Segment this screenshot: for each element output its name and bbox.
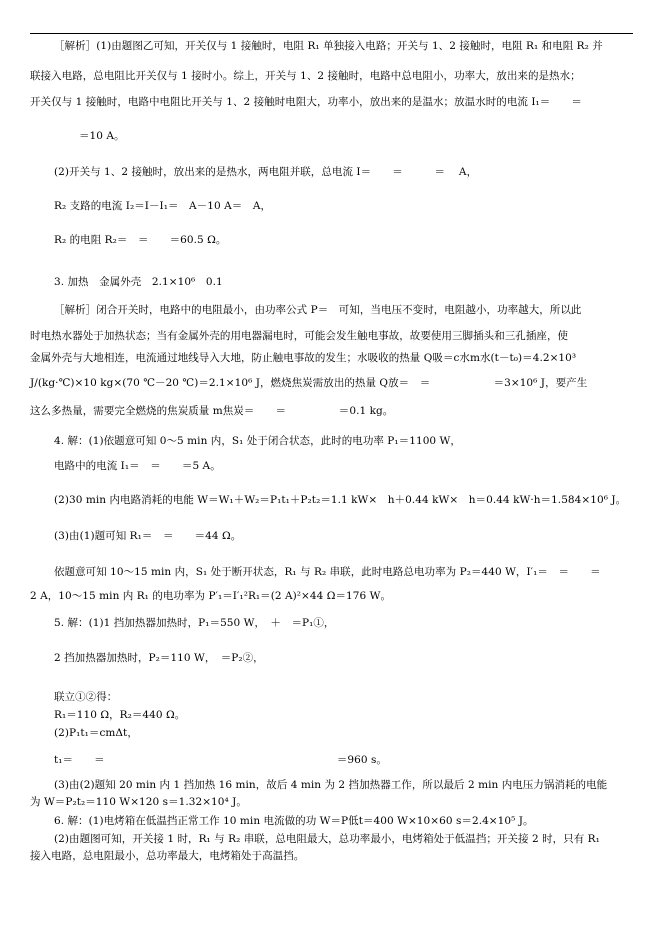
section-heading: 6. 解：(1)电烤箱在低温挡正常工作 10 min 电流做的功 W＝P低t＝400 W×10×60 s＝2.4×10⁵ J。 [54,815,534,827]
section-heading: 4. 解：(1)依题意可知 0～5 min 内，S₁ 处于闭合状态，此时的电功率 P₁＝1100 W， [54,435,461,447]
text-line: 金属外壳与大地相连，电流通过地线导入大地，防止触电事故的发生；水吸收的热量 Q吸＝c水m水(t－t₀)＝4.2×10³ [30,352,577,364]
text-line: 联立①②得： [54,691,118,703]
header-rule [30,33,633,34]
text-line: J/(kg·℃)×10 kg×(70 ℃－20 ℃)＝2.1×10⁶ J，燃烧焦炭需放出的热量 Q放＝ ＝ ＝3×10⁶ J，要产生 [30,377,588,389]
text-line: R₂ 支路的电流 I₂＝I－I₁＝ A－10 A＝ A， [54,200,271,212]
text-line: (3)由(2)题知 20 min 内 1 挡加热 16 min，故后 4 min 为 2 挡加热器工作，所以最后 2 min 内电压力锅消耗的电能 [54,779,608,791]
text-line: R₁＝110 Ω，R₂＝440 Ω。 [54,709,186,721]
text-line: ＝10 A。 [79,130,125,142]
text-line: (2)30 min 内电路消耗的电能 W＝W₁＋W₂＝P₁t₁＋P₂t₂＝1.1 kW× h＋0.44 kW× h＝0.44 kW·h＝1.584×10⁶ J。 [54,494,627,506]
text-line: ［解析］闭合开关时，电路中的电阻最小，由功率公式 P＝ 可知，当电压不变时，电阻越小，功率越大，所以此 [54,304,582,316]
text-line: (2)P₁t₁＝cmΔt， [54,727,138,739]
text-line: (2)由题图可知，开关接 1 时，R₁ 与 R₂ 串联，总电阻最大，总功率最小，电烤箱处于低温挡；开关接 2 时，只有 R₁ [54,833,600,845]
text-line: (2)开关与 1、2 接触时，放出来的是热水，两电阻并联，总电流 I＝ ＝ ＝ A， [54,166,478,178]
text-line: 接入电路，总电阻最小，总功率最大，电烤箱处于高温挡。 [30,850,305,862]
text-line: 为 W＝P₂t₂＝110 W×120 s＝1.32×10⁴ J。 [30,796,247,808]
text-line: 电路中的电流 I₁＝ ＝ ＝5 A。 [54,460,221,472]
text-line: 依题意可知 10～15 min 内，S₁ 处于断开状态，R₁ 与 R₂ 串联，此时电路总电功率为 P₂＝440 W，I′₁＝ ＝ ＝ [54,566,601,578]
section-heading: 3. 加热 金属外壳 2.1×10⁶ 0.1 [54,276,223,288]
text-line: 2 挡加热器加热时，P₂＝110 W， ＝P₂②， [54,652,264,664]
text-line: 开关仅与 1 接触时，电路中电阻比开关与 1、2 接触时电阻大，功率小，放出来的是温水；放温水时的电流 I₁＝ ＝ [30,96,582,108]
text-line: 2 A，10～15 min 内 R₁ 的电功率为 P′₁＝I′₁²R₁＝(2 A)²×44 Ω＝176 W。 [30,590,392,602]
text-line: (3)由(1)题可知 R₁＝ ＝ ＝44 Ω。 [54,530,242,542]
text-line: ［解析］(1)由题图乙可知，开关仅与 1 接触时，电阻 R₁ 单独接入电路；开关与 1、2 接触时，电阻 R₁ 和电阻 R₂ 并 [54,40,603,52]
section-heading: 5. 解：(1)1 挡加热器加热时，P₁＝550 W， ＋ ＝P₁①， [54,617,335,629]
text-line: t₁＝ ＝ ＝960 s。 [54,754,387,766]
text-line: 这么多热量，需要完全燃烧的焦炭质量 m焦炭＝ ＝ ＝0.1 kg。 [30,405,394,417]
text-line: 时电热水器处于加热状态；当有金属外壳的用电器漏电时，可能会发生触电事故，故要使用三脚插头和三孔插座，使 [30,330,569,342]
text-line: 联接入电路，总电阻比开关仅与 1 接时小。综上，开关与 1、2 接触时，电路中总电阻小，功率大，放出来的是热水； [30,70,581,82]
text-line: R₂ 的电阻 R₂＝ ＝ ＝60.5 Ω。 [54,234,227,246]
